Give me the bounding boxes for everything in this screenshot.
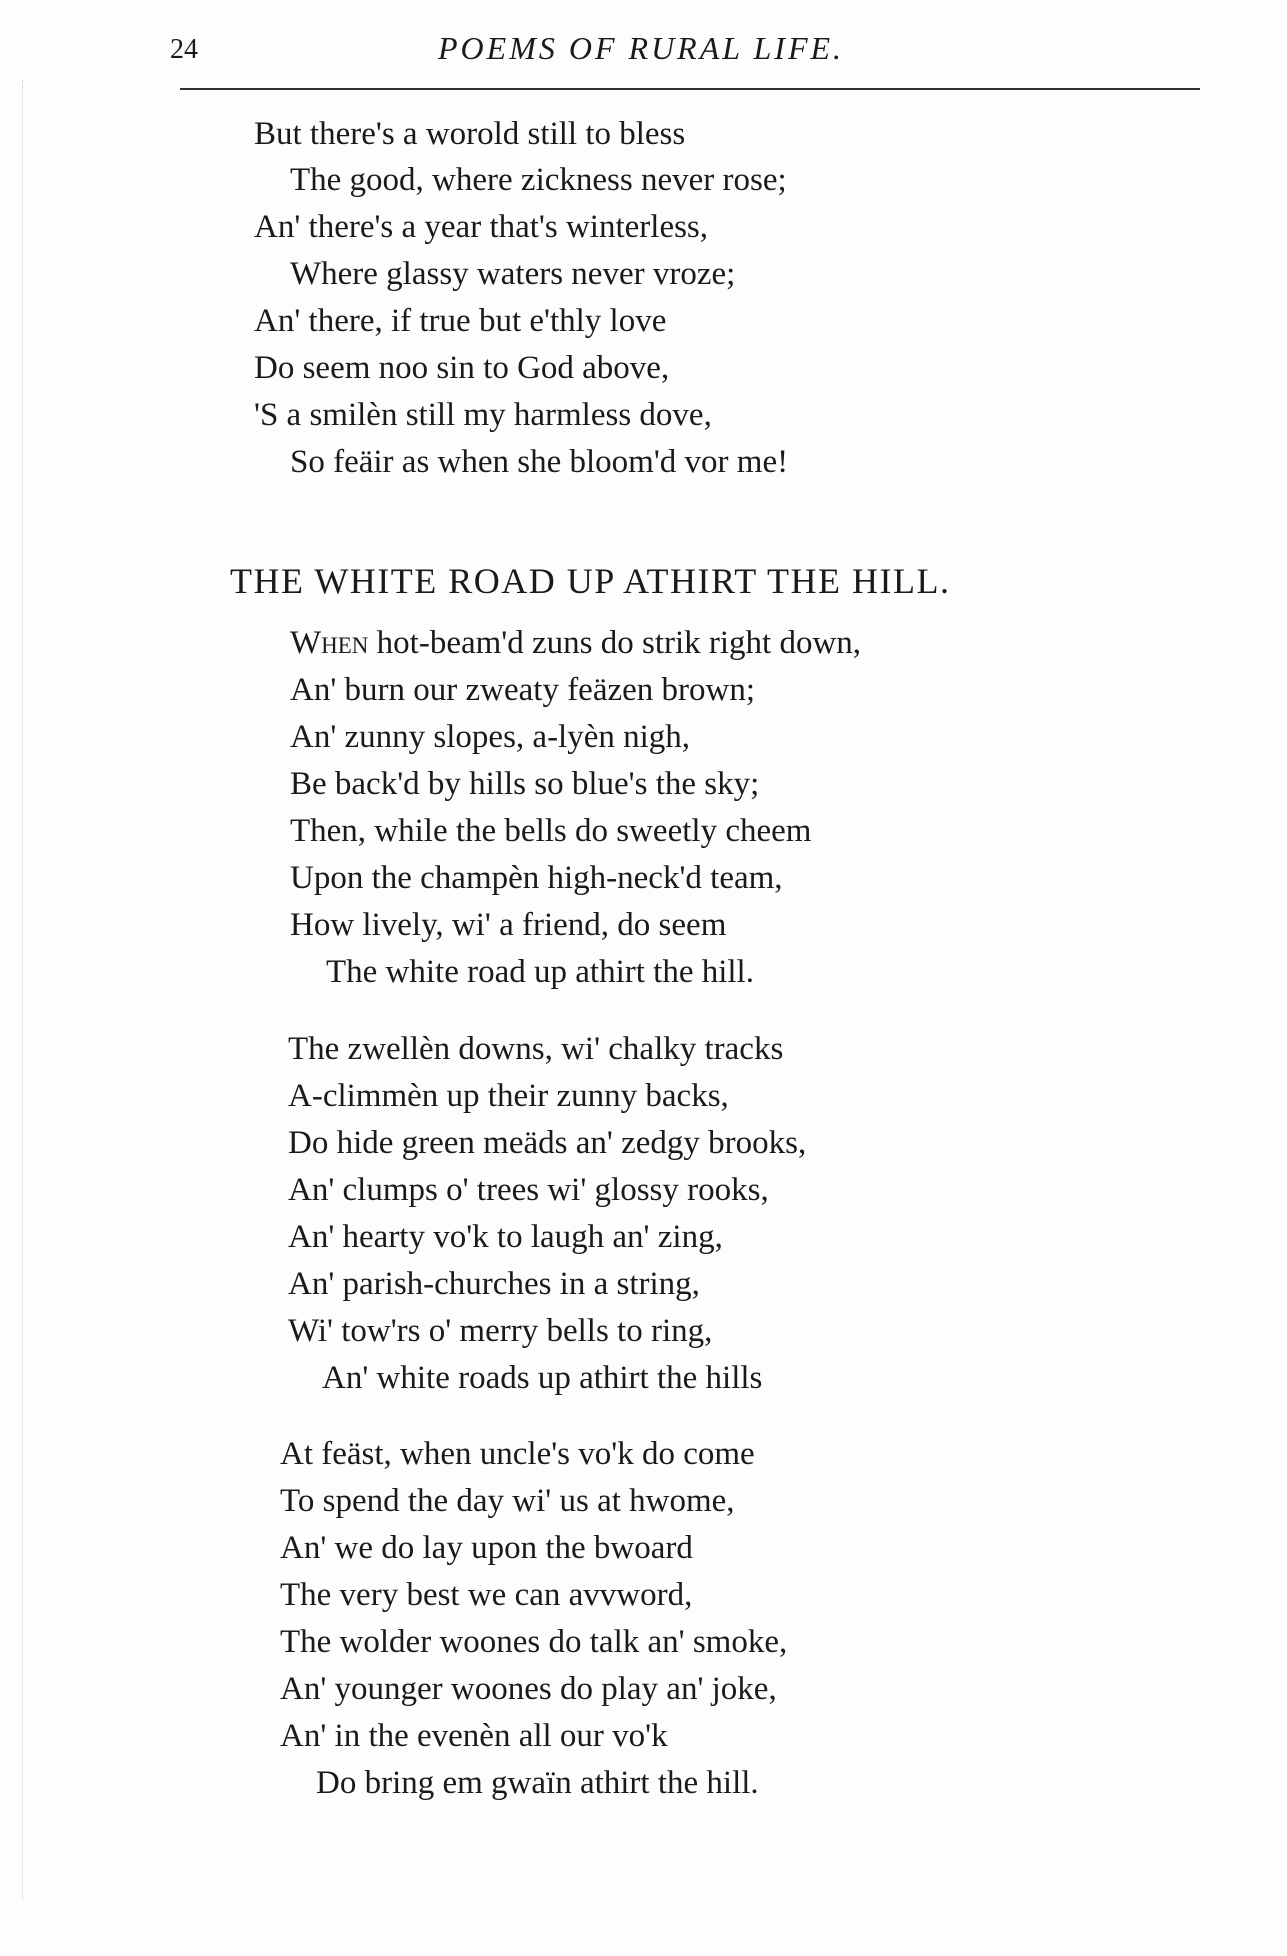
verse-line: Then, while the bells do sweetly cheem xyxy=(290,813,812,849)
verse-line: An' clumps o' trees wi' glossy rooks, xyxy=(288,1172,769,1208)
verse-line: At feäst, when uncle's vo'k do come xyxy=(280,1436,755,1472)
verse-line: Do seem noo sin to God above, xyxy=(254,350,670,386)
verse-line: An' hearty vo'k to laugh an' zing, xyxy=(288,1219,723,1255)
verse-line: To spend the day wi' us at hwome, xyxy=(280,1483,735,1519)
verse-line: A-climmèn up their zunny backs, xyxy=(288,1078,729,1114)
verse-line: An' there, if true but e'thly love xyxy=(254,303,667,339)
margin-edge xyxy=(22,80,25,1900)
verse-line: But there's a worold still to bless xyxy=(254,116,686,152)
verse-line: Upon the champèn high-neck'd team, xyxy=(290,860,783,896)
verse-line: Do bring em gwaïn athirt the hill. xyxy=(316,1765,759,1801)
verse-line: An' we do lay upon the bwoard xyxy=(280,1530,693,1566)
verse-line: An' zunny slopes, a-lyèn nigh, xyxy=(290,719,691,755)
verse-line: An' in the evenèn all our vo'k xyxy=(280,1718,668,1754)
verse-line: The zwellèn downs, wi' chalky tracks xyxy=(288,1031,784,1067)
verse-line: How lively, wi' a friend, do seem xyxy=(290,907,727,943)
verse-line: Be back'd by hills so blue's the sky; xyxy=(290,766,760,802)
page-header xyxy=(170,30,1200,70)
first-word: When xyxy=(290,625,369,661)
running-title: POEMS OF RURAL LIFE. xyxy=(438,30,845,66)
verse-line: Where glassy waters never vroze; xyxy=(290,256,736,292)
verse-line: The white road up athirt the hill. xyxy=(326,954,754,990)
verse-line: 'S a smilèn still my harmless dove, xyxy=(254,397,712,433)
verse-line: So feäir as when she bloom'd vor me! xyxy=(290,444,789,480)
verse-line: Do hide green meäds an' zedgy brooks, xyxy=(288,1125,807,1161)
poem-title: THE WHITE ROAD UP ATHIRT THE HILL. xyxy=(230,561,951,601)
page-number: 24 xyxy=(170,34,198,65)
verse-line: An' parish-churches in a string, xyxy=(288,1266,700,1302)
verse-line: An' white roads up athirt the hills xyxy=(322,1360,763,1396)
verse-line: An' burn our zweaty feäzen brown; xyxy=(290,672,756,708)
verse-line-rest: hot-beam'd zuns do strik right down, xyxy=(368,625,862,661)
verse-line: An' there's a year that's winterless, xyxy=(254,209,709,245)
verse-line: The wolder woones do talk an' smoke, xyxy=(280,1624,788,1660)
header-rule xyxy=(180,88,1200,90)
verse-line: Wi' tow'rs o' merry bells to ring, xyxy=(288,1313,713,1349)
verse-line xyxy=(290,627,861,660)
verse-line: An' younger woones do play an' joke, xyxy=(280,1671,777,1707)
verse-line: The very best we can avvword, xyxy=(280,1577,693,1613)
verse-line: The good, where zickness never rose; xyxy=(290,162,787,198)
